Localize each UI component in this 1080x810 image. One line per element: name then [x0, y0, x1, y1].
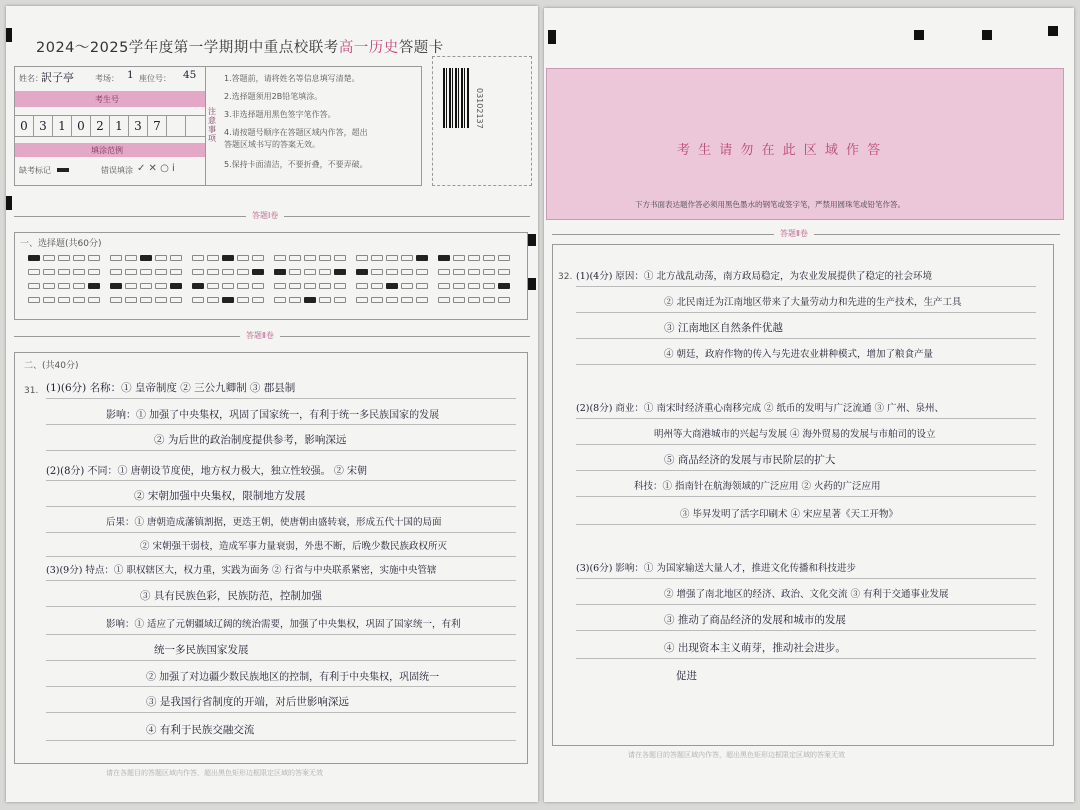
sheet-title: 2024～2025学年度第一学期期中重点校联考高一历史答题卡	[36, 40, 444, 56]
answer-line: ④ 朝廷，政府作物的传入与先进农业耕种模式，增加了粮食产量	[664, 349, 934, 360]
fill-example-header: 填涂范例	[15, 143, 205, 157]
answer-bubble	[192, 255, 204, 261]
answer-line: (2)(8分) 不同：① 唐朝设节度使，地方权力极大，独立性较强。 ② 宋朝	[46, 466, 368, 477]
answer-bubble	[73, 297, 85, 303]
answer-bubble	[110, 255, 122, 261]
answer-bubble	[110, 283, 122, 289]
answer-bubble	[43, 283, 55, 289]
answer-bubble	[237, 297, 249, 303]
answer-bubble	[58, 255, 70, 261]
no-answer-zone	[546, 68, 1064, 220]
bubble-row	[192, 254, 267, 262]
answer-bubble	[483, 283, 495, 289]
bubble-row	[438, 254, 513, 262]
answer-bubble	[438, 255, 450, 261]
answer-bubble	[274, 269, 286, 275]
answer-bubble	[356, 269, 368, 275]
answer-bubble	[356, 283, 368, 289]
answer-bubble	[289, 283, 301, 289]
answer-insertion: 促进	[676, 670, 697, 682]
answer-bubble	[401, 283, 413, 289]
answer-bubble	[192, 297, 204, 303]
answer-bubble	[170, 283, 182, 289]
answer-line: ③ 推动了商品经济的发展和城市的发展	[664, 614, 846, 626]
answer-bubble	[483, 297, 495, 303]
answer-area-right	[552, 244, 1054, 746]
answer-bubble	[334, 297, 346, 303]
answer-sheet-left	[6, 6, 538, 802]
answer-bubble	[453, 283, 465, 289]
section-2-tab-right: 答题Ⅱ卷	[774, 228, 814, 239]
bubble-row	[274, 296, 349, 304]
bubble-row	[192, 268, 267, 276]
answer-bubble	[88, 297, 100, 303]
answer-bubble	[207, 255, 219, 261]
answer-bubble	[334, 269, 346, 275]
choice-title: 一、选择题(共60分)	[20, 239, 102, 249]
answer-bubble	[43, 255, 55, 261]
answer-bubble	[274, 283, 286, 289]
answer-bubble	[73, 269, 85, 275]
bubble-row	[356, 282, 431, 290]
answer-line: (2)(8分) 商业：① 南宋时经济重心南移完成 ② 纸币的发明与广泛流通 ③ 广州、泉州、	[576, 403, 945, 414]
answer-line: ② 加强了对边疆少数民族地区的控制，有利于中央集权，巩固统一	[146, 672, 440, 683]
answer-bubble	[207, 297, 219, 303]
answer-bubble	[58, 269, 70, 275]
answer-bubble	[289, 297, 301, 303]
bubble-row	[274, 254, 349, 262]
answer-line: (1)(4分) 原因：① 北方战乱动荡，南方政局稳定，为农业发展提供了稳定的社会环境	[576, 271, 932, 282]
answer-bubble	[88, 269, 100, 275]
exam-number-header: 考生号	[15, 91, 205, 107]
no-answer-text: 考 生 请 勿 在 此 区 域 作 答	[677, 143, 883, 158]
bubble-row	[438, 282, 513, 290]
alignment-marker	[548, 30, 556, 44]
answer-line: ④ 有利于民族交融交流	[146, 724, 255, 736]
answer-line: ⑤ 商品经济的发展与市民阶层的扩大	[664, 454, 836, 466]
answer-line: 统一多民族国家发展	[154, 644, 249, 656]
bubble-row	[192, 296, 267, 304]
alignment-marker	[528, 278, 536, 290]
answer-bubble	[140, 255, 152, 261]
student-name: 訳子亭	[41, 71, 74, 84]
answer-bubble	[28, 283, 40, 289]
answer-bubble	[386, 283, 398, 289]
answer-bubble	[252, 255, 264, 261]
answer-bubble	[110, 297, 122, 303]
answer-line: 后果：① 唐朝造成藩镇割据，更迭王朝，使唐朝由盛转衰，形成五代十国的局面	[106, 517, 442, 528]
answer-bubble	[252, 269, 264, 275]
bubble-row	[28, 282, 103, 290]
answer-bubble	[498, 283, 510, 289]
answer-bubble	[468, 255, 480, 261]
question-32-number: 32.	[558, 272, 573, 282]
bubble-row	[274, 282, 349, 290]
bubble-row	[356, 268, 431, 276]
answer-bubble	[386, 269, 398, 275]
answer-bubble	[237, 255, 249, 261]
answer-bubble	[140, 269, 152, 275]
answer-bubble	[319, 255, 331, 261]
answer-line: (1)(6分) 名称：① 皇帝制度 ② 三公九卿制 ③ 郡县制	[46, 382, 296, 394]
answer-bubble	[498, 297, 510, 303]
alignment-marker	[982, 30, 992, 40]
answer-bubble	[371, 255, 383, 261]
answer-bubble	[416, 297, 428, 303]
answer-bubble	[222, 255, 234, 261]
answer-bubble	[155, 269, 167, 275]
answer-bubble	[192, 269, 204, 275]
alignment-marker	[6, 196, 12, 210]
answer-bubble	[401, 269, 413, 275]
answer-bubble	[438, 297, 450, 303]
alignment-marker	[6, 28, 12, 42]
answer-bubble	[438, 283, 450, 289]
answer-bubble	[222, 297, 234, 303]
answer-bubble	[73, 255, 85, 261]
answer-bubble	[483, 269, 495, 275]
answer-bubble	[58, 297, 70, 303]
answer-bubble	[140, 297, 152, 303]
answer-bubble	[222, 283, 234, 289]
part2-title: 二、(共40分)	[24, 361, 79, 371]
answer-bubble	[274, 297, 286, 303]
answer-bubble	[170, 255, 182, 261]
answer-bubble	[498, 255, 510, 261]
answer-bubble	[222, 269, 234, 275]
answer-bubble	[401, 255, 413, 261]
answer-bubble	[43, 297, 55, 303]
answer-line: 明州等大商港城市的兴起与发展 ④ 海外贸易的发展与市舶司的设立	[654, 429, 936, 440]
answer-bubble	[334, 283, 346, 289]
answer-bubble	[192, 283, 204, 289]
answer-bubble	[125, 269, 137, 275]
answer-bubble	[170, 297, 182, 303]
subject-highlight: 高一历史	[338, 40, 399, 56]
answer-bubble	[125, 297, 137, 303]
answer-line: (3)(6分) 影响：① 为国家输送大量人才，推进文化传播和科技进步	[576, 563, 856, 574]
answer-line: ③ 是我国行省制度的开端，对后世影响深远	[146, 696, 349, 708]
answer-bubble	[319, 297, 331, 303]
answer-line: ② 为后世的政治制度提供参考，影响深远	[154, 434, 347, 446]
answer-bubble	[125, 283, 137, 289]
answer-line: ② 宋朝加强中央集权，限制地方发展	[134, 490, 306, 502]
answer-bubble	[319, 269, 331, 275]
answer-bubble	[155, 297, 167, 303]
answer-line: 影响：① 适应了元朝疆域辽阔的统治需要，加强了中央集权，巩固了国家统一，有利	[106, 619, 461, 630]
answer-bubble	[468, 269, 480, 275]
section-1-tab: 答题Ⅰ卷	[246, 210, 284, 221]
answer-bubble	[416, 269, 428, 275]
answer-bubble	[237, 283, 249, 289]
answer-bubble	[371, 297, 383, 303]
answer-bubble	[289, 255, 301, 261]
answer-bubble	[28, 269, 40, 275]
alignment-marker	[914, 30, 924, 40]
filled-bubble-example	[57, 168, 69, 172]
answer-bubble	[401, 297, 413, 303]
answer-line: ③ 具有民族色彩，民族防范，控制加强	[140, 590, 322, 602]
answer-bubble	[88, 283, 100, 289]
answer-line: ② 北民南迁为江南地区带来了大量劳动力和先进的生产技术，生产工具	[664, 297, 962, 308]
answer-bubble	[28, 255, 40, 261]
answer-bubble	[498, 269, 510, 275]
bubble-row	[110, 254, 185, 262]
answer-bubble	[304, 297, 316, 303]
answer-line: ③ 毕昇发明了活字印刷术 ④ 宋应星著《天工开物》	[680, 509, 899, 520]
answer-bubble	[438, 269, 450, 275]
answer-bubble	[252, 283, 264, 289]
answer-line: 影响：① 加强了中央集权，巩固了国家统一，有利于统一多民族国家的发展	[106, 410, 440, 421]
answer-bubble	[416, 255, 428, 261]
answer-bubble	[43, 269, 55, 275]
bubble-row	[28, 268, 103, 276]
answer-sheet-right	[544, 8, 1074, 802]
answer-bubble	[371, 269, 383, 275]
exam-number-cells: 0 3 1 0 2 1 3 7	[15, 115, 205, 137]
answer-bubble	[155, 255, 167, 261]
question-31-number: 31.	[24, 386, 39, 396]
answer-bubble	[468, 283, 480, 289]
answer-bubble	[304, 283, 316, 289]
answer-line: ③ 江南地区自然条件优越	[664, 322, 783, 334]
answer-line: 科技：① 指南针在航海领域的广泛应用 ② 火药的广泛应用	[634, 481, 881, 492]
bubble-row	[274, 268, 349, 276]
answer-bubble	[73, 283, 85, 289]
answer-bubble	[356, 255, 368, 261]
answer-bubble	[386, 297, 398, 303]
answer-bubble	[356, 297, 368, 303]
answer-bubble	[170, 269, 182, 275]
answer-bubble	[304, 255, 316, 261]
bubble-row	[438, 268, 513, 276]
answer-bubble	[207, 269, 219, 275]
answer-bubble	[28, 297, 40, 303]
answer-bubble	[468, 297, 480, 303]
answer-line: ② 宋朝强干弱枝，造成军事力量衰弱，外患不断，后晚少数民族政权所灭	[140, 541, 448, 552]
bubble-row	[28, 296, 103, 304]
bubble-row	[110, 268, 185, 276]
sheet-footer: 请在各题目的答题区域内作答，超出黑色矩形边框限定区域的答案无效	[628, 751, 845, 759]
answer-line: (3)(9分) 特点：① 职权辖区大，权力重，实践为面务 ② 行省与中央联系紧密，实施中央管辖	[46, 565, 437, 576]
alignment-marker	[1048, 26, 1058, 36]
barcode-number: 03102137	[475, 88, 484, 129]
answer-bubble	[207, 283, 219, 289]
section-2-tab: 答题Ⅱ卷	[240, 330, 280, 341]
answer-bubble	[289, 269, 301, 275]
answer-bubble	[274, 255, 286, 261]
bubble-row	[110, 282, 185, 290]
ink-instruction: 下方书面表达题作答必须用黑色墨水的钢笔或签字笔，严禁用圆珠笔或铅笔作答。	[635, 200, 905, 209]
bubble-row	[356, 254, 431, 262]
answer-bubble	[453, 269, 465, 275]
answer-bubble	[371, 283, 383, 289]
answer-bubble	[237, 269, 249, 275]
answer-bubble	[88, 255, 100, 261]
bubble-row	[438, 296, 513, 304]
bubble-row	[356, 296, 431, 304]
answer-bubble	[304, 269, 316, 275]
answer-bubble	[319, 283, 331, 289]
answer-bubble	[416, 283, 428, 289]
answer-bubble	[58, 283, 70, 289]
answer-line: ② 增强了南北地区的经济、政治、文化交流 ③ 有利于交通事业发展	[664, 589, 949, 600]
choice-bubbles	[28, 250, 518, 314]
answer-line: ④ 出现资本主义萌芽，推动社会进步。	[664, 642, 846, 654]
answer-bubble	[125, 255, 137, 261]
answer-bubble	[110, 269, 122, 275]
alignment-marker	[528, 234, 536, 246]
sheet-footer: 请在各题目的答题区域内作答，超出黑色矩形边框限定区域的答案无效	[106, 769, 323, 777]
bubble-row	[28, 254, 103, 262]
answer-bubble	[334, 255, 346, 261]
answer-bubble	[453, 297, 465, 303]
answer-bubble	[252, 297, 264, 303]
bubble-row	[110, 296, 185, 304]
answer-bubble	[453, 255, 465, 261]
answer-bubble	[140, 283, 152, 289]
notes-block: 注意事项 1.答题前，请将姓名等信息填写清楚。 2.选择题须用2B铅笔填涂。 3.非选择题用黑色签字笔作答。 4.请按题号顺序在答题区域内作答，超出 答题区域书写的答案无效。 5.保持卡面清洁，不要折叠，不要弄破。	[206, 66, 422, 186]
answer-bubble	[483, 255, 495, 261]
answer-bubble	[386, 255, 398, 261]
bubble-row	[192, 282, 267, 290]
student-info-box: 姓名： 訳子亭 考场： 1 座位号： 45 考生号 0 3 1 0 2 1 3 7 填涂范例 缺考标记 错误填涂 ✓ ✕ ○ ⅰ	[14, 66, 206, 186]
barcode-icon	[443, 68, 469, 128]
answer-bubble	[155, 283, 167, 289]
